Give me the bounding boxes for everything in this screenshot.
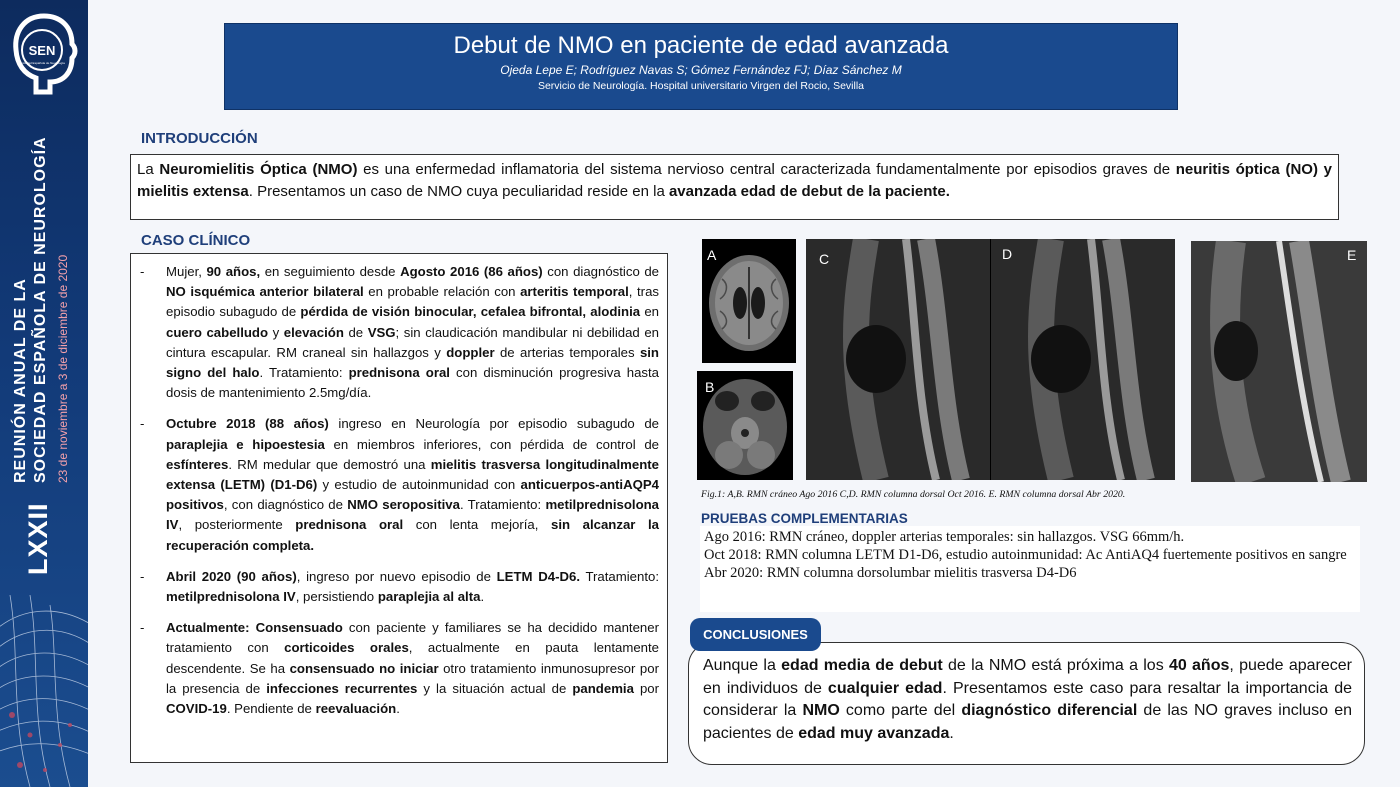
figure-label-b: B — [705, 379, 715, 395]
figure-label-d: D — [1002, 246, 1013, 262]
figure-label-a: A — [707, 247, 717, 263]
congress-edition: LXXII — [23, 502, 53, 575]
mri-spine-cd-icon — [806, 239, 1175, 480]
case-item-oct-2018: - Octubre 2018 (88 años) ingreso en Neurología por episodio subagudo de paraplejia e hipoestesia en miembros inferiores, con pérdida de control de esfínteres. RM medular que demostró una mielitis trasversa longitudinalmente extensa (LETM) (D1-D6) y estudio de autoinmunidad con anticuerpos-antiAQP4 positivos, con diagnóstico de NMO seropositiva. Tratamiento: metilprednisolona IV, posteriormente prednisona oral con lenta mejoría, sin alcanzar la recuperación completa. — [140, 416, 660, 553]
tests-line-2016: Ago 2016: RMN cráneo, doppler arterias temporales: sin hallazgos. VSG 66mm/h. — [704, 529, 1185, 545]
conclusions-heading: CONCLUSIONES — [690, 618, 821, 651]
brain-illustration-icon — [0, 595, 88, 787]
mri-brain-axial-b — [697, 371, 793, 480]
tests-heading: PRUEBAS COMPLEMENTARIAS — [701, 511, 908, 526]
case-item-first-visit: - Mujer, 90 años, en seguimiento desde Agosto 2016 (86 años) con diagnóstico de NO isquémica anterior bilateral en probable relación con arteritis temporal, tras episodio subagudo de pérdida de visión binocular, cefalea bifrontal, alodinia en cuero cabelludo y elevación de VSG; sin claudicación mandibular ni debilidad en cintura escapular. RM craneal sin hallazgos y doppler de arterias temporales sin signo del halo. Tratamiento: prednisona oral con disminución progresiva hasta dosis de mantenimiento 2.5mg/día. — [140, 264, 660, 401]
congress-sidebar — [0, 0, 88, 787]
conclusions-text: Aunque la edad media de debut de la NMO está próxima a los 40 años, puede aparecer en individuos de cualquier edad. Presentamos este caso para resaltar la importancia de considerar la NMO como parte del diagnóstico diferencial de las NO graves incluso en pacientes de edad muy avanzada. — [688, 642, 1365, 765]
svg-text:Sociedad Española de Neurologí: Sociedad Española de Neurología — [19, 61, 65, 65]
svg-text:SEN: SEN — [28, 43, 56, 58]
congress-line2: SOCIEDAD ESPAÑOLA DE NEUROLOGÍA — [32, 136, 49, 483]
case-item-apr-2020: - Abril 2020 (90 años), ingreso por nuevo episodio de LETM D4-D6. Tratamiento: metilprednisolona IV, persistiendo paraplejia al alta. — [140, 568, 659, 605]
figure-label-c: C — [819, 251, 830, 267]
tests-line-2018: Oct 2018: RMN columna LETM D1-D6, estudio autoinmunidad: Ac AntiAQ4 fuertemente positivos en sangre — [704, 547, 1347, 563]
case-box — [130, 253, 668, 763]
poster-authors: Ojeda Lepe E; Rodríguez Navas S; Gómez Fernández FJ; Díaz Sánchez M — [500, 63, 902, 77]
figure-caption: Fig.1: A,B. RMN cráneo Ago 2016 C,D. RMN columna dorsal Oct 2016. E. RMN columna dorsal Abr 2020. — [701, 489, 1126, 500]
poster-header — [224, 23, 1178, 110]
intro-heading: INTRODUCCIÓN — [141, 130, 258, 147]
poster-institution: Servicio de Neurología. Hospital universitario Virgen del Rocio, Sevilla — [537, 80, 865, 92]
tests-line-2020: Abr 2020: RMN columna dorsolumbar mielitis trasversa D4-D6 — [704, 565, 1077, 581]
congress-dates: 23 de noviembre a 3 de diciembre de 2020 — [56, 254, 70, 483]
tests-box — [700, 526, 1360, 612]
case-heading: CASO CLÍNICO — [141, 232, 251, 249]
poster-title: Debut de NMO en paciente de edad avanzada — [453, 32, 949, 59]
mri-spine-sagittal-cd — [806, 239, 1175, 480]
congress-title — [8, 15, 80, 575]
case-item-current: - Actualmente: Consensuado con paciente y familiares se ha decidido mantener tratamiento con corticoides orales, actualmente en pauta lentamente descendente. Se ha consensuado no iniciar otro tratamiento inmunosupresor por la presencia de infecciones recurrentes y la situación actual de pandemia por COVID-19. Pendiente de reevaluación. — [140, 620, 660, 717]
congress-line1: REUNIÓN ANUAL DE LA — [12, 278, 29, 483]
intro-text: La Neuromielitis Óptica (NMO) es una enfermedad inflamatoria del sistema nervioso central caracterizada fundamentalmente por episodios graves de neuritis óptica (NO) y mielitis extensa. Presentamos un caso de NMO cuya peculiaridad reside en la avanzada edad de debut de la paciente. — [130, 154, 1339, 220]
figure-label-e: E — [1347, 247, 1357, 263]
mri-spine-e-icon — [1191, 241, 1367, 482]
mri-spine-sagittal-e — [1191, 241, 1367, 482]
mri-brain-axial-a — [702, 239, 796, 363]
